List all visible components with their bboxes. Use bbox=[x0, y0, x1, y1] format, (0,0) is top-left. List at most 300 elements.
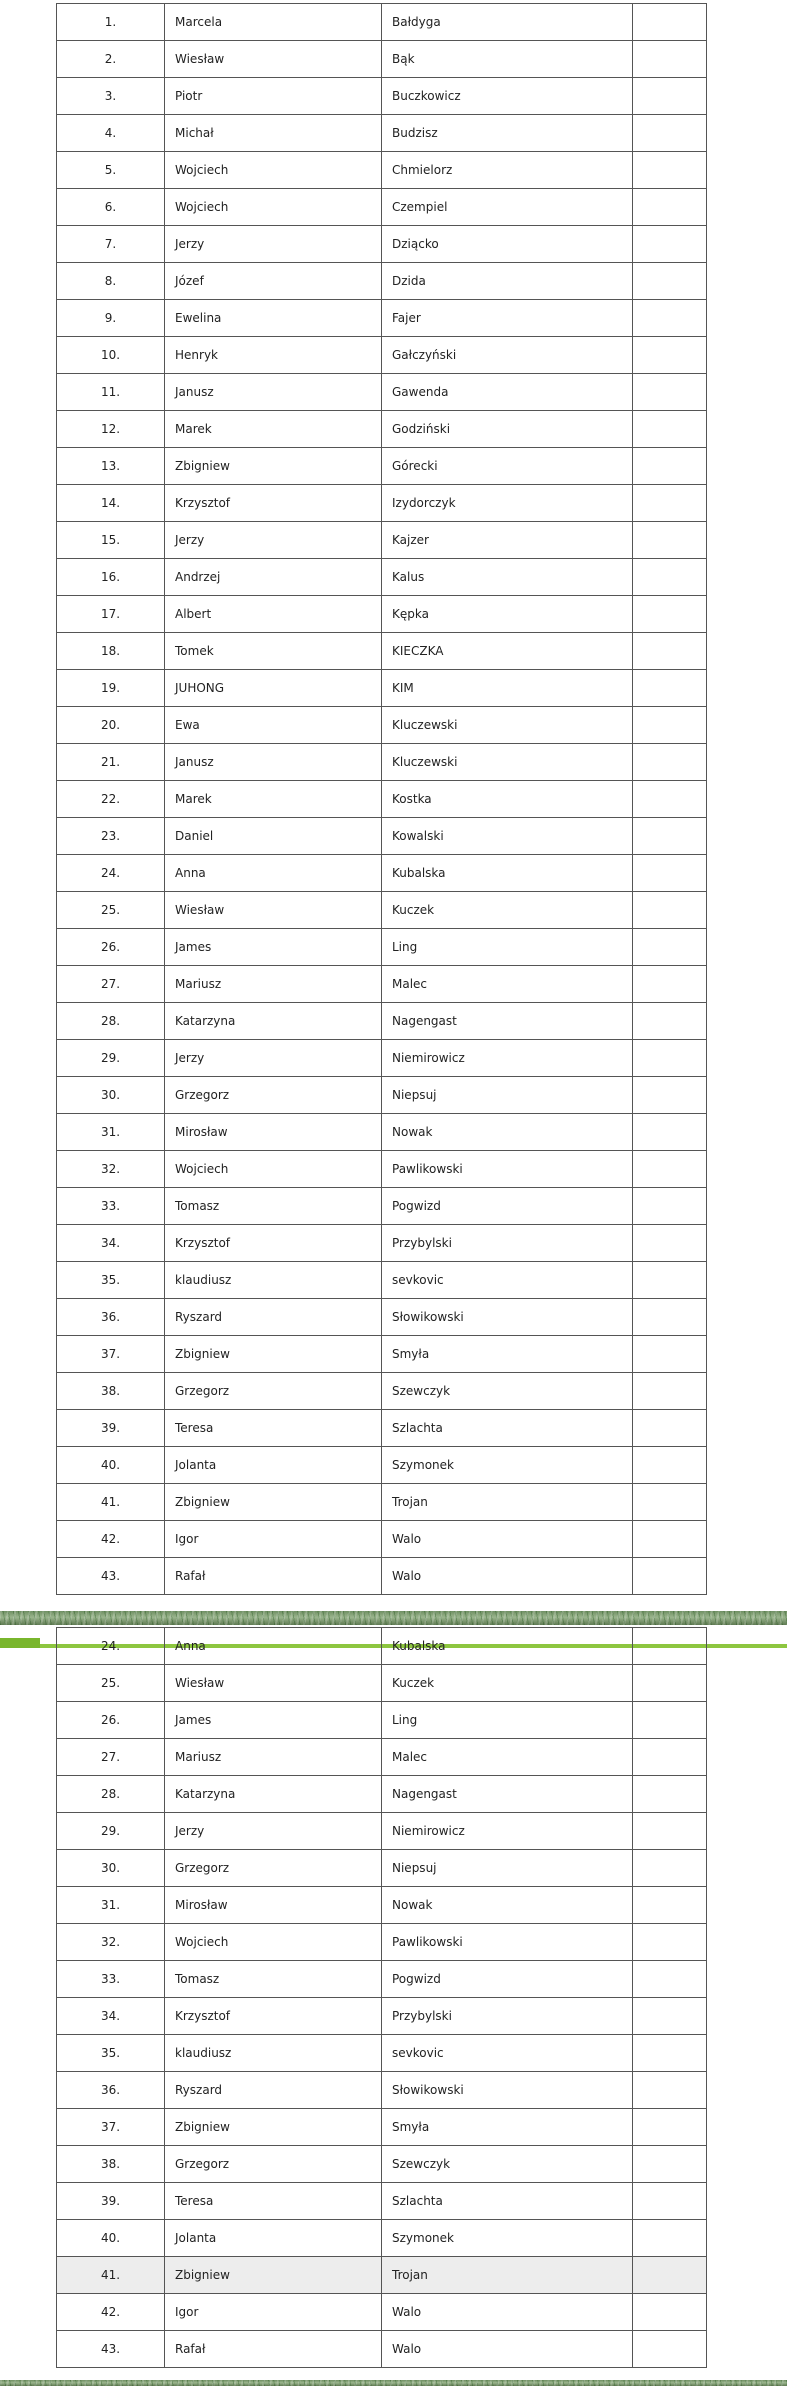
table-row bbox=[57, 1887, 707, 1924]
last-name-cell: Przybylski bbox=[382, 1998, 633, 2035]
empty-cell bbox=[633, 1484, 707, 1521]
first-name-cell: Rafał bbox=[165, 1558, 382, 1595]
row-number: 28. bbox=[57, 1776, 165, 1813]
row-number: 36. bbox=[57, 1299, 165, 1336]
row-number: 20. bbox=[57, 707, 165, 744]
first-name-cell: Grzegorz bbox=[165, 1077, 382, 1114]
row-number: 34. bbox=[57, 1998, 165, 2035]
row-number: 13. bbox=[57, 448, 165, 485]
empty-cell bbox=[633, 1850, 707, 1887]
table-row bbox=[57, 633, 707, 670]
empty-cell bbox=[633, 1558, 707, 1595]
last-name-cell: Walo bbox=[382, 1521, 633, 1558]
table-row bbox=[57, 1003, 707, 1040]
last-name-cell: KIECZKA bbox=[382, 633, 633, 670]
row-number: 8. bbox=[57, 263, 165, 300]
empty-cell bbox=[633, 152, 707, 189]
empty-cell bbox=[633, 966, 707, 1003]
row-number: 40. bbox=[57, 1447, 165, 1484]
table-row bbox=[57, 1850, 707, 1887]
last-name-cell: Kluczewski bbox=[382, 744, 633, 781]
first-name-cell: Rafał bbox=[165, 2331, 382, 2368]
table-row bbox=[57, 2146, 707, 2183]
table-row bbox=[57, 1188, 707, 1225]
empty-cell bbox=[633, 1188, 707, 1225]
grass-banner bbox=[0, 1611, 787, 1625]
first-name-cell: Ryszard bbox=[165, 1299, 382, 1336]
table-row bbox=[57, 596, 707, 633]
table-row bbox=[57, 1628, 707, 1665]
table-row bbox=[57, 1665, 707, 1702]
first-name-cell: Mariusz bbox=[165, 1739, 382, 1776]
last-name-cell: Czempiel bbox=[382, 189, 633, 226]
table-row bbox=[57, 2220, 707, 2257]
row-number: 26. bbox=[57, 1702, 165, 1739]
last-name-cell: Gawenda bbox=[382, 374, 633, 411]
table-row bbox=[57, 1373, 707, 1410]
table-row bbox=[57, 929, 707, 966]
row-number: 16. bbox=[57, 559, 165, 596]
row-number: 37. bbox=[57, 1336, 165, 1373]
empty-cell bbox=[633, 1151, 707, 1188]
row-number: 43. bbox=[57, 1558, 165, 1595]
first-name-cell: Krzysztof bbox=[165, 485, 382, 522]
table-row bbox=[57, 1961, 707, 1998]
empty-cell bbox=[633, 559, 707, 596]
table-row bbox=[57, 1114, 707, 1151]
row-number: 43. bbox=[57, 2331, 165, 2368]
first-name-cell: Zbigniew bbox=[165, 2109, 382, 2146]
last-name-cell: Kuczek bbox=[382, 892, 633, 929]
last-name-cell: Ling bbox=[382, 1702, 633, 1739]
first-name-cell: Wiesław bbox=[165, 892, 382, 929]
last-name-cell: sevkovic bbox=[382, 1262, 633, 1299]
last-name-cell: Trojan bbox=[382, 2257, 633, 2294]
last-name-cell: Szymonek bbox=[382, 2220, 633, 2257]
table-row bbox=[57, 1410, 707, 1447]
table-row bbox=[57, 1739, 707, 1776]
first-name-cell: Jolanta bbox=[165, 1447, 382, 1484]
empty-cell bbox=[633, 1521, 707, 1558]
row-number: 42. bbox=[57, 2294, 165, 2331]
first-name-cell: Ryszard bbox=[165, 2072, 382, 2109]
first-name-cell: Grzegorz bbox=[165, 2146, 382, 2183]
row-number: 12. bbox=[57, 411, 165, 448]
row-number: 31. bbox=[57, 1114, 165, 1151]
last-name-cell: Buczkowicz bbox=[382, 78, 633, 115]
last-name-cell: Górecki bbox=[382, 448, 633, 485]
last-name-cell: Kajzer bbox=[382, 522, 633, 559]
table-row bbox=[57, 411, 707, 448]
empty-cell bbox=[633, 1665, 707, 1702]
empty-cell bbox=[633, 448, 707, 485]
table-row bbox=[57, 4, 707, 41]
table-row bbox=[57, 818, 707, 855]
last-name-cell: Malec bbox=[382, 966, 633, 1003]
row-number: 18. bbox=[57, 633, 165, 670]
last-name-cell: Gałczyński bbox=[382, 337, 633, 374]
empty-cell bbox=[633, 1225, 707, 1262]
empty-cell bbox=[633, 226, 707, 263]
empty-cell bbox=[633, 522, 707, 559]
last-name-cell: Smyła bbox=[382, 2109, 633, 2146]
last-name-cell: Kubalska bbox=[382, 855, 633, 892]
first-name-cell: Józef bbox=[165, 263, 382, 300]
table-row bbox=[57, 1924, 707, 1961]
first-name-cell: Michał bbox=[165, 115, 382, 152]
row-number: 32. bbox=[57, 1151, 165, 1188]
empty-cell bbox=[633, 1998, 707, 2035]
row-number: 34. bbox=[57, 1225, 165, 1262]
empty-cell bbox=[633, 115, 707, 152]
last-name-cell: Kalus bbox=[382, 559, 633, 596]
row-number: 29. bbox=[57, 1813, 165, 1850]
empty-cell bbox=[633, 300, 707, 337]
first-name-cell: Wiesław bbox=[165, 1665, 382, 1702]
table-row bbox=[57, 2331, 707, 2368]
last-name-cell: Kostka bbox=[382, 781, 633, 818]
last-name-cell: Godziński bbox=[382, 411, 633, 448]
row-number: 3. bbox=[57, 78, 165, 115]
empty-cell bbox=[633, 1628, 707, 1665]
last-name-cell: Walo bbox=[382, 1558, 633, 1595]
empty-cell bbox=[633, 374, 707, 411]
last-name-cell: Niemirowicz bbox=[382, 1813, 633, 1850]
table-row bbox=[57, 300, 707, 337]
row-number: 39. bbox=[57, 1410, 165, 1447]
last-name-cell: Pogwizd bbox=[382, 1188, 633, 1225]
last-name-cell: Fajer bbox=[382, 300, 633, 337]
empty-cell bbox=[633, 596, 707, 633]
table-row bbox=[57, 374, 707, 411]
last-name-cell: Kowalski bbox=[382, 818, 633, 855]
table-row bbox=[57, 2072, 707, 2109]
row-number: 19. bbox=[57, 670, 165, 707]
table-row bbox=[57, 189, 707, 226]
table-row bbox=[57, 1558, 707, 1595]
row-number: 38. bbox=[57, 2146, 165, 2183]
first-name-cell: Henryk bbox=[165, 337, 382, 374]
first-name-cell: Ewa bbox=[165, 707, 382, 744]
table-row bbox=[57, 892, 707, 929]
last-name-cell: Bałdyga bbox=[382, 4, 633, 41]
row-number: 31. bbox=[57, 1887, 165, 1924]
participants-table-scrolled-body bbox=[57, 1628, 707, 2368]
table-row bbox=[57, 1776, 707, 1813]
first-name-cell: Jerzy bbox=[165, 1813, 382, 1850]
first-name-cell: Anna bbox=[165, 855, 382, 892]
row-number: 33. bbox=[57, 1961, 165, 1998]
empty-cell bbox=[633, 2220, 707, 2257]
first-name-cell: Albert bbox=[165, 596, 382, 633]
row-number: 29. bbox=[57, 1040, 165, 1077]
empty-cell bbox=[633, 4, 707, 41]
empty-cell bbox=[633, 1077, 707, 1114]
first-name-cell: Mariusz bbox=[165, 966, 382, 1003]
first-name-cell: Jerzy bbox=[165, 1040, 382, 1077]
table-row bbox=[57, 115, 707, 152]
first-name-cell: Jerzy bbox=[165, 226, 382, 263]
row-number: 41. bbox=[57, 2257, 165, 2294]
table-row bbox=[57, 1262, 707, 1299]
empty-cell bbox=[633, 1299, 707, 1336]
empty-cell bbox=[633, 1373, 707, 1410]
last-name-cell: Smyła bbox=[382, 1336, 633, 1373]
first-name-cell: klaudiusz bbox=[165, 2035, 382, 2072]
row-number: 1. bbox=[57, 4, 165, 41]
empty-cell bbox=[633, 633, 707, 670]
last-name-cell: Nowak bbox=[382, 1114, 633, 1151]
table-row bbox=[57, 2183, 707, 2220]
row-number: 7. bbox=[57, 226, 165, 263]
empty-cell bbox=[633, 2109, 707, 2146]
row-number: 26. bbox=[57, 929, 165, 966]
first-name-cell: Daniel bbox=[165, 818, 382, 855]
row-number: 35. bbox=[57, 1262, 165, 1299]
table-row bbox=[57, 855, 707, 892]
first-name-cell: Wojciech bbox=[165, 189, 382, 226]
first-name-cell: Janusz bbox=[165, 374, 382, 411]
table-row bbox=[57, 485, 707, 522]
first-name-cell: Zbigniew bbox=[165, 1484, 382, 1521]
empty-cell bbox=[633, 1410, 707, 1447]
empty-cell bbox=[633, 1739, 707, 1776]
first-name-cell: Marek bbox=[165, 781, 382, 818]
first-name-cell: Tomek bbox=[165, 633, 382, 670]
row-number: 32. bbox=[57, 1924, 165, 1961]
last-name-cell: Niepsuj bbox=[382, 1077, 633, 1114]
empty-cell bbox=[633, 41, 707, 78]
participants-table-body bbox=[57, 4, 707, 1595]
table-row bbox=[57, 41, 707, 78]
last-name-cell: Kuczek bbox=[382, 1665, 633, 1702]
table-row bbox=[57, 781, 707, 818]
table-row bbox=[57, 78, 707, 115]
last-name-cell: Walo bbox=[382, 2294, 633, 2331]
table-row bbox=[57, 559, 707, 596]
empty-cell bbox=[633, 2035, 707, 2072]
first-name-cell: Anna bbox=[165, 1628, 382, 1665]
first-name-cell: Andrzej bbox=[165, 559, 382, 596]
table-row bbox=[57, 1151, 707, 1188]
table-row bbox=[57, 1998, 707, 2035]
empty-cell bbox=[633, 1961, 707, 1998]
empty-cell bbox=[633, 263, 707, 300]
empty-cell bbox=[633, 1924, 707, 1961]
table-row bbox=[57, 263, 707, 300]
row-number: 22. bbox=[57, 781, 165, 818]
last-name-cell: Budzisz bbox=[382, 115, 633, 152]
last-name-cell: Chmielorz bbox=[382, 152, 633, 189]
row-number: 25. bbox=[57, 892, 165, 929]
last-name-cell: Kępka bbox=[382, 596, 633, 633]
first-name-cell: Tomasz bbox=[165, 1961, 382, 1998]
first-name-cell: JUHONG bbox=[165, 670, 382, 707]
empty-cell bbox=[633, 781, 707, 818]
row-number: 15. bbox=[57, 522, 165, 559]
empty-cell bbox=[633, 2146, 707, 2183]
first-name-cell: James bbox=[165, 929, 382, 966]
row-number: 10. bbox=[57, 337, 165, 374]
row-number: 30. bbox=[57, 1077, 165, 1114]
last-name-cell: Nagengast bbox=[382, 1003, 633, 1040]
first-name-cell: Mirosław bbox=[165, 1887, 382, 1924]
empty-cell bbox=[633, 818, 707, 855]
first-name-cell: Wojciech bbox=[165, 152, 382, 189]
last-name-cell: KIM bbox=[382, 670, 633, 707]
first-name-cell: Katarzyna bbox=[165, 1776, 382, 1813]
first-name-cell: Zbigniew bbox=[165, 2257, 382, 2294]
last-name-cell: Dzida bbox=[382, 263, 633, 300]
first-name-cell: Janusz bbox=[165, 744, 382, 781]
first-name-cell: Wojciech bbox=[165, 1924, 382, 1961]
table-row bbox=[57, 1336, 707, 1373]
last-name-cell: Szlachta bbox=[382, 1410, 633, 1447]
row-number: 23. bbox=[57, 818, 165, 855]
empty-cell bbox=[633, 670, 707, 707]
empty-cell bbox=[633, 485, 707, 522]
table-row bbox=[57, 670, 707, 707]
empty-cell bbox=[633, 189, 707, 226]
first-name-cell: Jolanta bbox=[165, 2220, 382, 2257]
table-row bbox=[57, 707, 707, 744]
empty-cell bbox=[633, 1262, 707, 1299]
first-name-cell: Marcela bbox=[165, 4, 382, 41]
empty-cell bbox=[633, 1114, 707, 1151]
empty-cell bbox=[633, 1702, 707, 1739]
first-name-cell: Igor bbox=[165, 1521, 382, 1558]
row-number: 27. bbox=[57, 966, 165, 1003]
participants-table bbox=[56, 3, 707, 1595]
row-number: 42. bbox=[57, 1521, 165, 1558]
first-name-cell: Katarzyna bbox=[165, 1003, 382, 1040]
last-name-cell: Przybylski bbox=[382, 1225, 633, 1262]
last-name-cell: Malec bbox=[382, 1739, 633, 1776]
last-name-cell: Walo bbox=[382, 2331, 633, 2368]
table-row bbox=[57, 448, 707, 485]
table-row bbox=[57, 966, 707, 1003]
row-number: 41. bbox=[57, 1484, 165, 1521]
empty-cell bbox=[633, 707, 707, 744]
first-name-cell: Wiesław bbox=[165, 41, 382, 78]
row-number: 28. bbox=[57, 1003, 165, 1040]
first-name-cell: Jerzy bbox=[165, 522, 382, 559]
table-row bbox=[57, 1299, 707, 1336]
table-row bbox=[57, 2109, 707, 2146]
empty-cell bbox=[633, 1776, 707, 1813]
last-name-cell: Kubalska bbox=[382, 1628, 633, 1665]
last-name-cell: Ling bbox=[382, 929, 633, 966]
empty-cell bbox=[633, 411, 707, 448]
first-name-cell: Ewelina bbox=[165, 300, 382, 337]
table-row bbox=[57, 152, 707, 189]
table-row bbox=[57, 2035, 707, 2072]
empty-cell bbox=[633, 2257, 707, 2294]
empty-cell bbox=[633, 929, 707, 966]
empty-cell bbox=[633, 744, 707, 781]
row-number: 33. bbox=[57, 1188, 165, 1225]
empty-cell bbox=[633, 1887, 707, 1924]
row-number: 35. bbox=[57, 2035, 165, 2072]
empty-cell bbox=[633, 1003, 707, 1040]
empty-cell bbox=[633, 855, 707, 892]
last-name-cell: Niepsuj bbox=[382, 1850, 633, 1887]
first-name-cell: Zbigniew bbox=[165, 448, 382, 485]
table-row bbox=[57, 2294, 707, 2331]
empty-cell bbox=[633, 1813, 707, 1850]
table-row bbox=[57, 1040, 707, 1077]
table-row bbox=[57, 1702, 707, 1739]
row-number: 27. bbox=[57, 1739, 165, 1776]
row-number: 6. bbox=[57, 189, 165, 226]
last-name-cell: Niemirowicz bbox=[382, 1040, 633, 1077]
last-name-cell: Bąk bbox=[382, 41, 633, 78]
empty-cell bbox=[633, 892, 707, 929]
green-accent-strip bbox=[0, 1638, 40, 1648]
last-name-cell: Szewczyk bbox=[382, 2146, 633, 2183]
table-row bbox=[57, 2257, 707, 2294]
last-name-cell: Szewczyk bbox=[382, 1373, 633, 1410]
row-number: 24. bbox=[57, 855, 165, 892]
first-name-cell: klaudiusz bbox=[165, 1262, 382, 1299]
table-row bbox=[57, 1813, 707, 1850]
empty-cell bbox=[633, 2072, 707, 2109]
row-number: 30. bbox=[57, 1850, 165, 1887]
row-number: 40. bbox=[57, 2220, 165, 2257]
last-name-cell: Szymonek bbox=[382, 1447, 633, 1484]
first-name-cell: Igor bbox=[165, 2294, 382, 2331]
first-name-cell: Grzegorz bbox=[165, 1373, 382, 1410]
row-number: 24. bbox=[57, 1628, 165, 1665]
last-name-cell: Słowikowski bbox=[382, 1299, 633, 1336]
row-number: 4. bbox=[57, 115, 165, 152]
row-number: 2. bbox=[57, 41, 165, 78]
last-name-cell: Pawlikowski bbox=[382, 1924, 633, 1961]
first-name-cell: Piotr bbox=[165, 78, 382, 115]
last-name-cell: Nagengast bbox=[382, 1776, 633, 1813]
table-row bbox=[57, 1521, 707, 1558]
table-row bbox=[57, 1484, 707, 1521]
first-name-cell: Krzysztof bbox=[165, 1225, 382, 1262]
row-number: 36. bbox=[57, 2072, 165, 2109]
last-name-cell: Dziącko bbox=[382, 226, 633, 263]
empty-cell bbox=[633, 2294, 707, 2331]
first-name-cell: Teresa bbox=[165, 1410, 382, 1447]
empty-cell bbox=[633, 337, 707, 374]
grass-banner-bottom bbox=[0, 2380, 787, 2386]
table-row bbox=[57, 1077, 707, 1114]
first-name-cell: James bbox=[165, 1702, 382, 1739]
last-name-cell: Kluczewski bbox=[382, 707, 633, 744]
first-name-cell: Grzegorz bbox=[165, 1850, 382, 1887]
participants-table-scrolled bbox=[56, 1627, 707, 2368]
empty-cell bbox=[633, 1447, 707, 1484]
table-row bbox=[57, 337, 707, 374]
first-name-cell: Teresa bbox=[165, 2183, 382, 2220]
table-row bbox=[57, 522, 707, 559]
first-name-cell: Marek bbox=[165, 411, 382, 448]
first-name-cell: Wojciech bbox=[165, 1151, 382, 1188]
first-name-cell: Mirosław bbox=[165, 1114, 382, 1151]
row-number: 21. bbox=[57, 744, 165, 781]
row-number: 5. bbox=[57, 152, 165, 189]
row-number: 25. bbox=[57, 1665, 165, 1702]
row-number: 39. bbox=[57, 2183, 165, 2220]
last-name-cell: Trojan bbox=[382, 1484, 633, 1521]
empty-cell bbox=[633, 1040, 707, 1077]
last-name-cell: Pogwizd bbox=[382, 1961, 633, 1998]
row-number: 11. bbox=[57, 374, 165, 411]
